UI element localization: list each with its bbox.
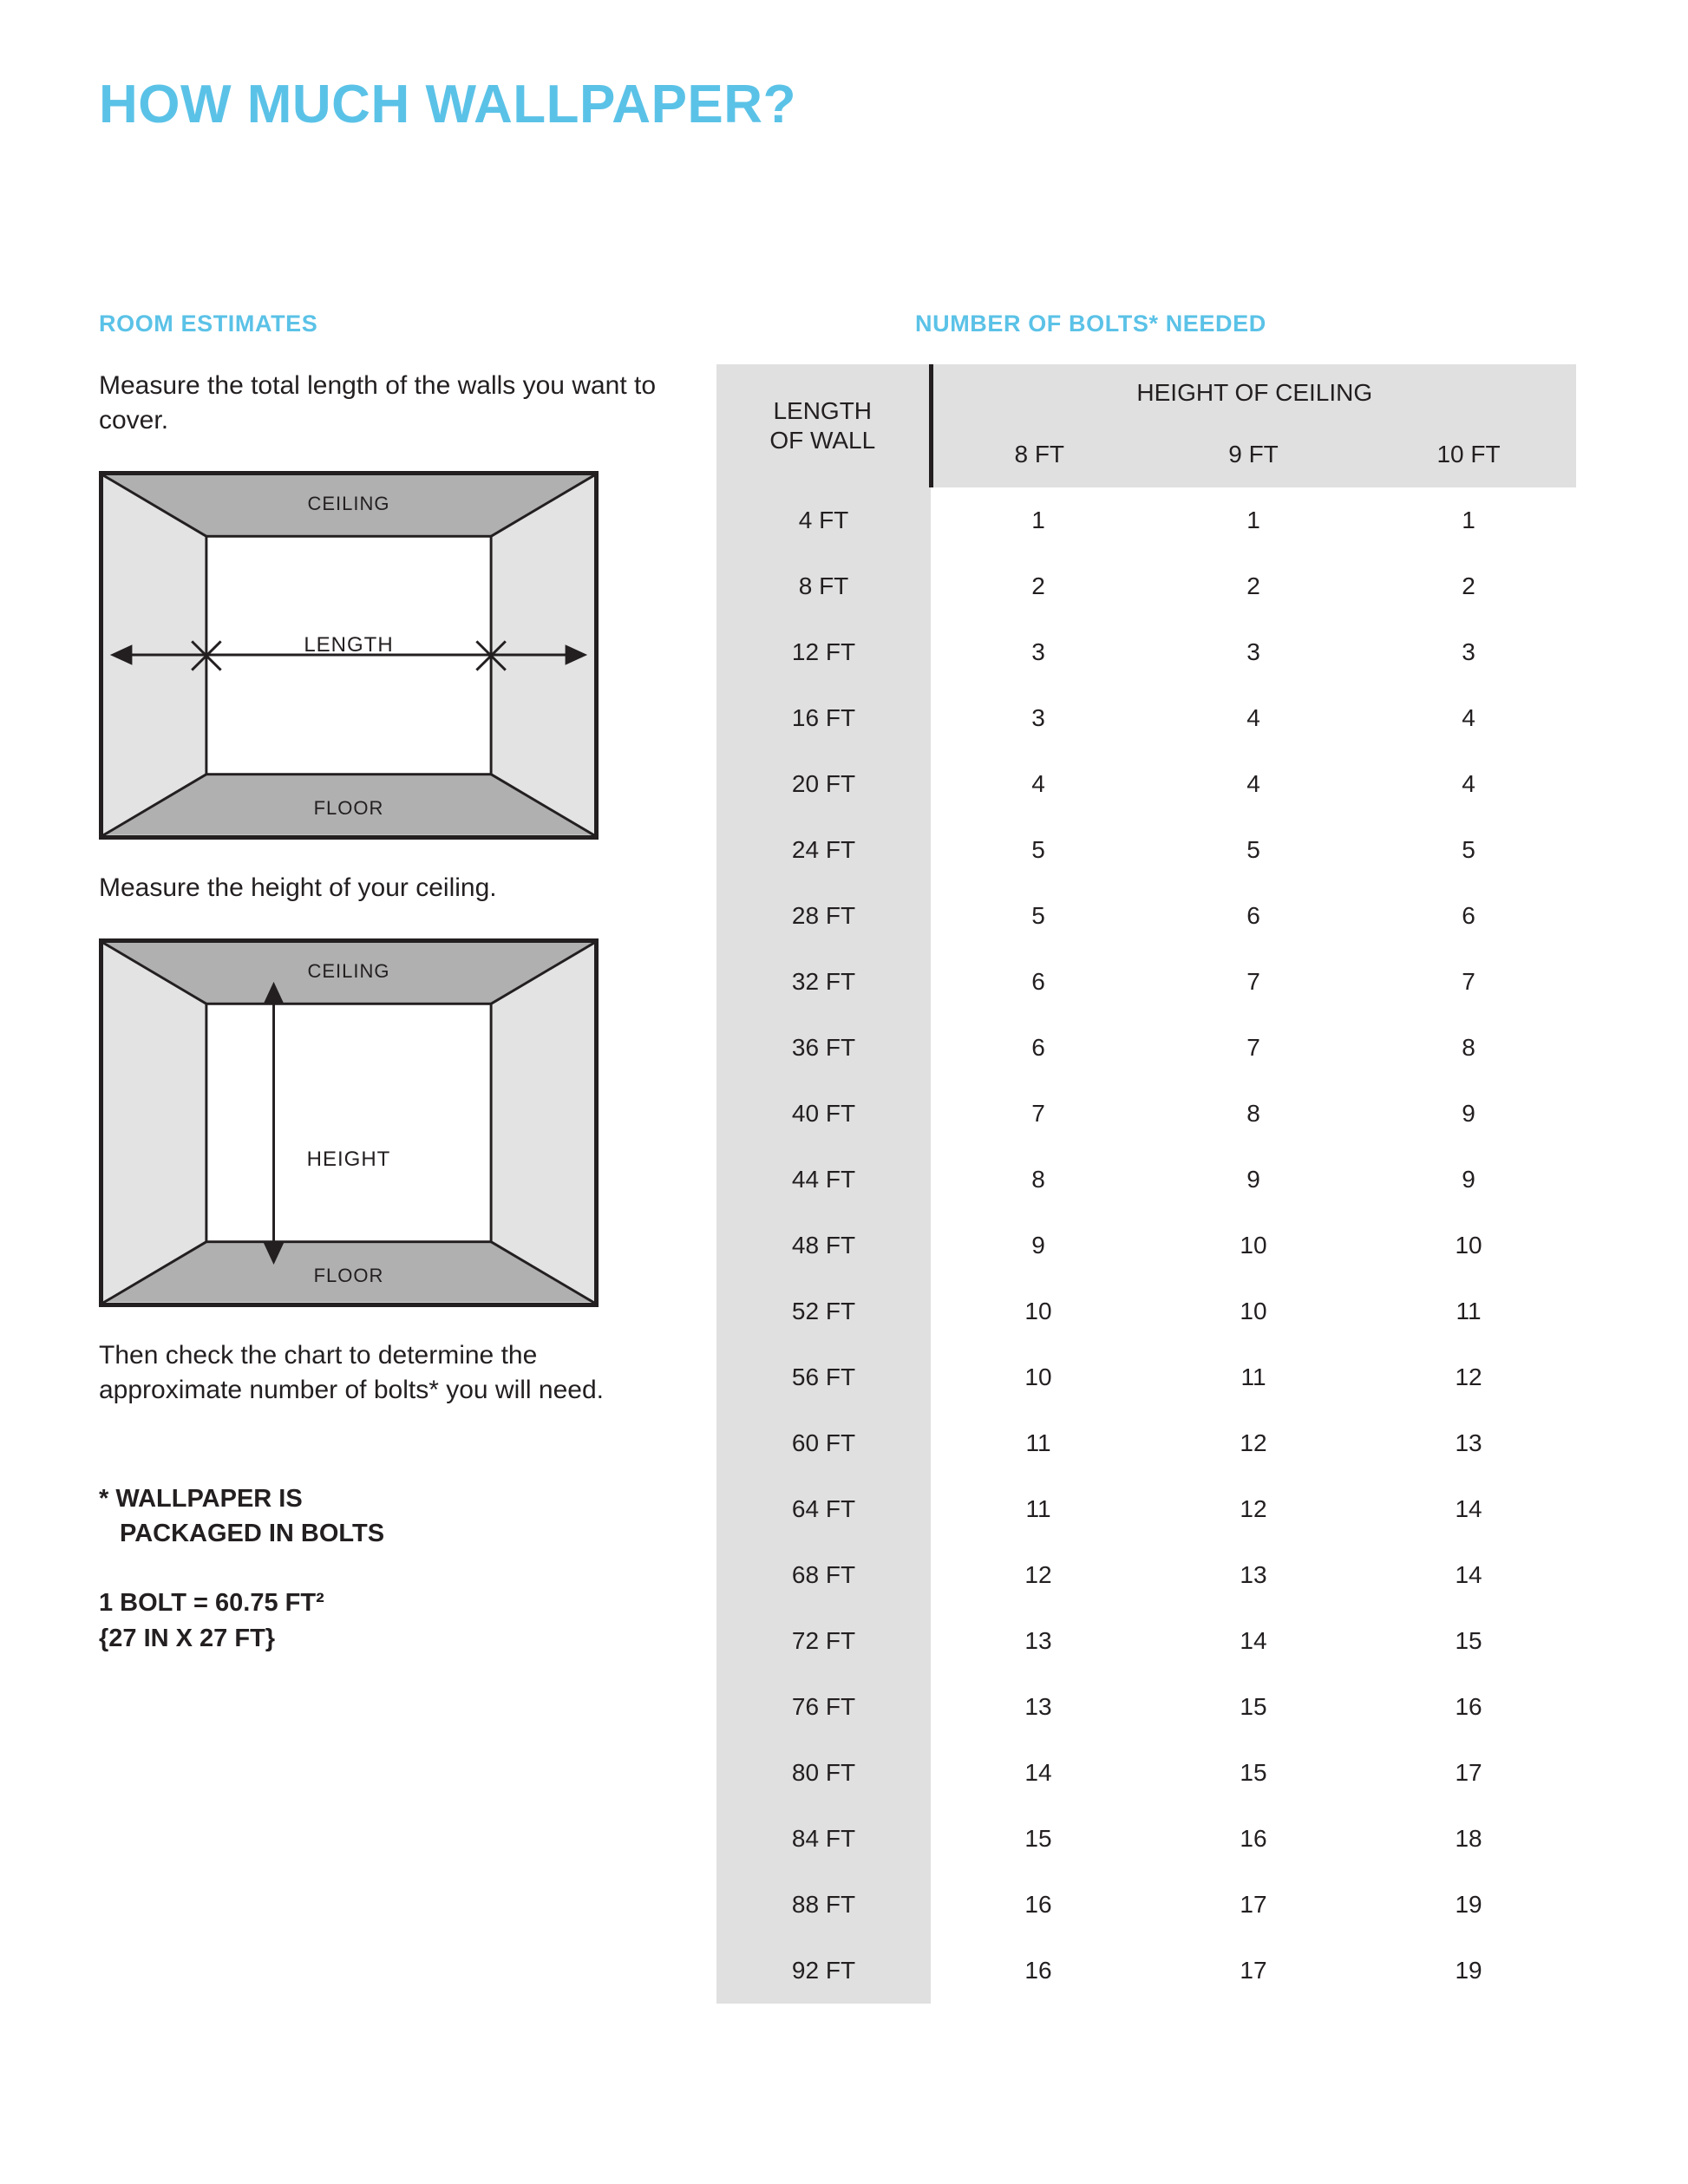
cell-bolts-9ft: 7: [1246, 1034, 1260, 1061]
cell-length-of-wall: 20 FT: [716, 751, 931, 817]
section-heading-room-estimates: ROOM ESTIMATES: [99, 311, 318, 337]
cell-bolts-9ft: 12: [1240, 1495, 1267, 1522]
cell-bolts-9ft: 6: [1246, 902, 1260, 929]
cell-bolts-9ft: 5: [1246, 836, 1260, 863]
cell-bolts-8ft: 9: [1031, 1232, 1045, 1259]
table-row: [716, 685, 1576, 751]
table-row: [716, 883, 1576, 949]
diagram1-length-label: LENGTH: [304, 632, 394, 657]
table-heading: NUMBER OF BOLTS* NEEDED: [915, 311, 1266, 337]
cell-bolts-9ft: 9: [1246, 1166, 1260, 1193]
header-length-of-wall: [716, 364, 931, 487]
cell-length-of-wall: 56 FT: [716, 1344, 931, 1410]
cell-bolts-9ft: 14: [1240, 1627, 1267, 1654]
instruction-paragraph-1: Measure the total length of the walls you want to cover.: [99, 371, 657, 435]
table-row: [716, 751, 1576, 817]
cell-bolts-9ft: 8: [1246, 1100, 1260, 1127]
table-row: [716, 1608, 1576, 1674]
table-row: [716, 1872, 1576, 1938]
cell-length-of-wall: 52 FT: [716, 1278, 931, 1344]
cell-length-of-wall: 64 FT: [716, 1476, 931, 1542]
table-row: [716, 1476, 1576, 1542]
table-row: [716, 1674, 1576, 1740]
bolts-table-head: [716, 364, 1576, 487]
cell-length-of-wall: 44 FT: [716, 1147, 931, 1213]
cell-bolts-9ft: 4: [1246, 770, 1260, 797]
cell-bolts-8ft: 3: [1031, 704, 1045, 731]
cell-bolts-10ft: 10: [1455, 1232, 1482, 1259]
cell-length-of-wall: 48 FT: [716, 1213, 931, 1278]
cell-bolts-8ft: 13: [1024, 1693, 1052, 1720]
cell-bolts-10ft: 9: [1462, 1100, 1475, 1127]
diagram2-floor-label: FLOOR: [313, 1264, 384, 1286]
cell-length-of-wall: 40 FT: [716, 1081, 931, 1147]
cell-length-of-wall: 84 FT: [716, 1806, 931, 1872]
cell-bolts-8ft: 12: [1024, 1561, 1052, 1588]
table-row: [716, 1147, 1576, 1213]
diagram2-ceiling-label: CEILING: [307, 959, 390, 982]
cell-bolts-10ft: 19: [1455, 1891, 1482, 1918]
table-row: [716, 1344, 1576, 1410]
cell-length-of-wall: 76 FT: [716, 1674, 931, 1740]
cell-bolts-8ft: 4: [1031, 770, 1045, 797]
cell-bolts-9ft: 11: [1240, 1363, 1266, 1390]
bolts-table: [716, 364, 1576, 2004]
cell-length-of-wall: 92 FT: [716, 1938, 931, 2004]
cell-length-of-wall: 16 FT: [716, 685, 931, 751]
cell-bolts-10ft: 18: [1455, 1825, 1482, 1852]
cell-bolts-10ft: 4: [1462, 770, 1475, 797]
cell-bolts-10ft: 14: [1455, 1495, 1482, 1522]
header-length-line2: OF WALL: [769, 427, 876, 454]
cell-bolts-10ft: 19: [1455, 1957, 1482, 1984]
cell-bolts-9ft: 4: [1246, 704, 1260, 731]
cell-bolts-9ft: 15: [1240, 1693, 1267, 1720]
footnote-block: [99, 1481, 671, 1551]
diagram1-ceiling-label: CEILING: [307, 492, 390, 514]
cell-bolts-9ft: 1: [1246, 507, 1260, 533]
cell-bolts-8ft: 6: [1031, 1034, 1045, 1061]
cell-bolts-10ft: 14: [1455, 1561, 1482, 1588]
cell-bolts-8ft: 1: [1031, 507, 1045, 533]
page-title: HOW MUCH WALLPAPER?: [99, 75, 796, 134]
cell-bolts-9ft: 10: [1240, 1232, 1267, 1259]
cell-bolts-8ft: 5: [1031, 836, 1045, 863]
table-row: [716, 1740, 1576, 1806]
header-col-10ft: 10 FT: [1361, 422, 1576, 487]
table-header-row-top: [716, 364, 1576, 422]
cell-bolts-9ft: 13: [1240, 1561, 1267, 1588]
cell-bolts-10ft: 17: [1455, 1759, 1482, 1786]
cell-bolts-10ft: 2: [1462, 572, 1475, 599]
table-row: [716, 1278, 1576, 1344]
bolts-table-wrapper: [716, 364, 1576, 2004]
cell-bolts-10ft: 6: [1462, 902, 1475, 929]
cell-bolts-10ft: 3: [1462, 638, 1475, 665]
cell-bolts-8ft: 16: [1024, 1891, 1052, 1918]
room-diagram-length: [99, 471, 599, 840]
cell-bolts-10ft: 4: [1462, 704, 1475, 731]
cell-bolts-10ft: 9: [1462, 1166, 1475, 1193]
bolt-size-block: [99, 1586, 671, 1655]
header-height-of-ceiling: HEIGHT OF CEILING: [931, 364, 1576, 422]
cell-bolts-9ft: 17: [1240, 1957, 1267, 1984]
cell-bolts-10ft: 1: [1462, 507, 1475, 533]
cell-length-of-wall: 28 FT: [716, 883, 931, 949]
cell-bolts-8ft: 10: [1024, 1298, 1052, 1324]
table-row: [716, 1410, 1576, 1476]
bolt-dimensions-line: {27 IN X 27 FT}: [99, 1624, 276, 1652]
cell-length-of-wall: 80 FT: [716, 1740, 931, 1806]
cell-length-of-wall: 72 FT: [716, 1608, 931, 1674]
table-row: [716, 1015, 1576, 1081]
table-row: [716, 1081, 1576, 1147]
cell-bolts-9ft: 12: [1240, 1429, 1267, 1456]
cell-length-of-wall: 12 FT: [716, 619, 931, 685]
cell-length-of-wall: 4 FT: [716, 487, 931, 553]
cell-bolts-9ft: 17: [1240, 1891, 1267, 1918]
cell-bolts-8ft: 10: [1024, 1363, 1052, 1390]
table-row: [716, 1213, 1576, 1278]
table-row: [716, 1542, 1576, 1608]
cell-bolts-8ft: 8: [1031, 1166, 1045, 1193]
cell-bolts-8ft: 7: [1031, 1100, 1045, 1127]
cell-length-of-wall: 68 FT: [716, 1542, 931, 1608]
cell-length-of-wall: 88 FT: [716, 1872, 931, 1938]
cell-bolts-8ft: 11: [1025, 1495, 1051, 1522]
cell-bolts-9ft: 16: [1240, 1825, 1267, 1852]
room2-back-wall: [206, 1004, 491, 1241]
diagram1-floor-label: FLOOR: [313, 796, 384, 819]
table-row: [716, 949, 1576, 1015]
cell-bolts-9ft: 2: [1246, 572, 1260, 599]
cell-length-of-wall: 8 FT: [716, 553, 931, 619]
cell-bolts-8ft: 3: [1031, 638, 1045, 665]
footnote-line-2: PACKAGED IN BOLTS: [120, 1520, 385, 1548]
instruction-paragraph-2: Measure the height of your ceiling.: [99, 873, 497, 902]
table-row: [716, 1938, 1576, 2004]
bolt-area-line: 1 BOLT = 60.75 FT²: [99, 1589, 324, 1618]
table-row: [716, 487, 1576, 553]
cell-bolts-10ft: 5: [1462, 836, 1475, 863]
room-estimates-column: [99, 311, 671, 1656]
footnote-line-1: * WALLPAPER IS: [99, 1485, 303, 1514]
table-row: [716, 619, 1576, 685]
cell-bolts-10ft: 13: [1455, 1429, 1482, 1456]
cell-bolts-10ft: 11: [1456, 1298, 1482, 1324]
cell-bolts-8ft: 16: [1024, 1957, 1052, 1984]
cell-bolts-10ft: 16: [1455, 1693, 1482, 1720]
table-row: [716, 1806, 1576, 1872]
cell-bolts-10ft: 8: [1462, 1034, 1475, 1061]
cell-length-of-wall: 60 FT: [716, 1410, 931, 1476]
cell-bolts-8ft: 6: [1031, 968, 1045, 995]
cell-length-of-wall: 24 FT: [716, 817, 931, 883]
cell-bolts-8ft: 15: [1024, 1825, 1052, 1852]
cell-bolts-9ft: 3: [1246, 638, 1260, 665]
room-diagram-height: [99, 938, 599, 1307]
cell-length-of-wall: 32 FT: [716, 949, 931, 1015]
cell-bolts-10ft: 7: [1462, 968, 1475, 995]
cell-bolts-8ft: 11: [1025, 1429, 1051, 1456]
header-length-line1: LENGTH: [773, 396, 873, 424]
table-row: [716, 553, 1576, 619]
cell-bolts-8ft: 13: [1024, 1627, 1052, 1654]
header-col-9ft: 9 FT: [1146, 422, 1361, 487]
bolts-table-body: [716, 487, 1576, 2004]
diagram2-height-label: HEIGHT: [306, 1147, 391, 1171]
table-row: [716, 817, 1576, 883]
cell-length-of-wall: 36 FT: [716, 1015, 931, 1081]
cell-bolts-8ft: 14: [1024, 1759, 1052, 1786]
cell-bolts-9ft: 15: [1240, 1759, 1267, 1786]
header-col-8ft: 8 FT: [931, 422, 1146, 487]
instruction-paragraph-3: Then check the chart to determine the approximate number of bolts* you will need.: [99, 1340, 604, 1404]
cell-bolts-10ft: 12: [1455, 1363, 1482, 1390]
cell-bolts-9ft: 7: [1246, 968, 1260, 995]
cell-bolts-9ft: 10: [1240, 1298, 1267, 1324]
cell-bolts-8ft: 5: [1031, 902, 1045, 929]
cell-bolts-8ft: 2: [1031, 572, 1045, 599]
cell-bolts-10ft: 15: [1455, 1627, 1482, 1654]
